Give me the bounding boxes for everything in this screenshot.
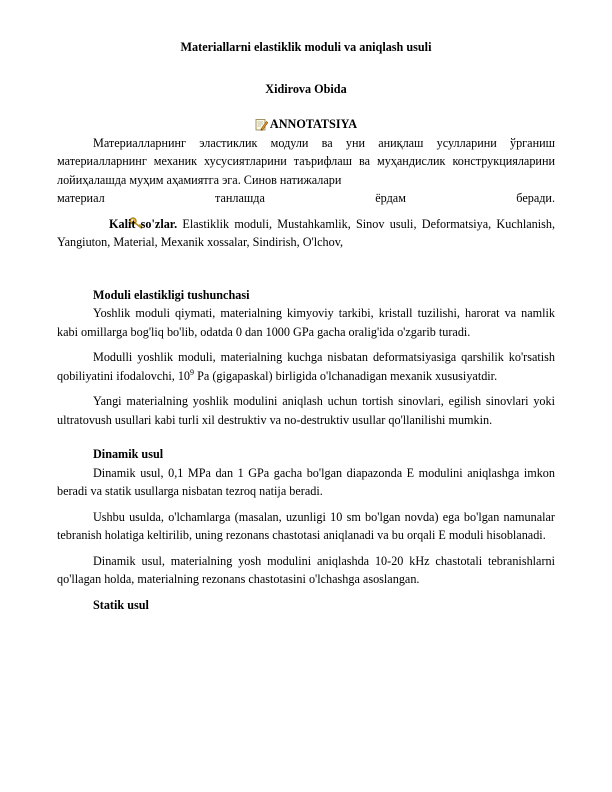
- key-icon: [93, 216, 107, 228]
- paper-title: Materiallarni elastiklik moduli va aniqlash usuli: [180, 40, 432, 54]
- keywords-list: Elastiklik moduli, Mustahkamlik, Sinov usuli, Deformatsiya, Kuchlanish, Yangiuton, Material, Mexanik xossalar, Sindirish, O'lchov,: [57, 216, 555, 249]
- keywords-label: Kalit so'zlar.: [109, 216, 178, 231]
- keywords-paragraph: [57, 215, 555, 252]
- annotation-text: Материалларнинг эластиклик модули ва уни аниқлаш усулларини ўрганиш материалларнинг механик хусусиятларини таърифлаш ва муҳандислик конструкцияларини лойиҳалашда муҳим аҳамиятга эга. Синов натижалари: [57, 135, 555, 187]
- section-heading-modulus-concept: Moduli elastikligi tushunchasi: [93, 287, 250, 302]
- annotation-heading-row: [57, 115, 555, 134]
- section-heading-static-method: Statik usul: [93, 597, 149, 612]
- paragraph-modulus-definition: Modulli yoshlik moduli, materialning kuchga nisbatan deformatsiyasiga qarshilik ko'rsatish qobiliyatini ifodalovchi, $10^9$ Pa (gigapaskal) birligida o'lchanadigan mexanik xususiyatdir.: [57, 350, 555, 383]
- annotation-text-last-line: материал танлашда ёрдам беради.: [57, 191, 555, 205]
- paragraph-dynamic-frequency: Dinamik usul, materialning yosh modulini aniqlashda 10-20 kHz chastotali tebranishlarni qo'llagan holda, materialning rezonans chastotasini o'lchashga asoslangan.: [57, 553, 555, 586]
- paragraph-dynamic-range: Dinamik usul, 0,1 MPa dan 1 GPa gacha bo'lgan diapazonda E modulini aniqlashga imkon beradi va statik usullarga nisbatan tezroq natija beradi.: [57, 465, 555, 498]
- paragraph-test-methods: Yangi materialning yoshlik modulini aniqlash uchun tortish sinovlari, egilish sinovlari yoki ultratovush usullari kabi turli xil destruktiv va no-destruktiv usullar qo'llanilishi mumkin.: [57, 394, 555, 427]
- paragraph-modulus-range: Yoshlik moduli qiymati, materialning kimyoviy tarkibi, kristall tuzilishi, harorat va namlik kabi omillarga bog'liq bo'lib, odatda 0 dan 1000 GPa gacha oralig'ida o'zgarib turadi.: [57, 306, 555, 339]
- author-name: Xidirova Obida: [265, 81, 347, 96]
- paragraph-dynamic-procedure: Ushbu usulda, o'lchamlarga (masalan, uzunligi 10 sm bo'lgan novda) ega bo'lgan namunalar tebranish holatiga keltirilib, uning rezonans chastotasi aniqlanadi va bu orqali E moduli hisoblanadi.: [57, 509, 555, 542]
- annotation-heading: ANNOTATSIYA: [269, 117, 358, 131]
- document-page: [57, 38, 555, 614]
- section-heading-dynamic-method: Dinamik usul: [93, 447, 164, 461]
- memo-pencil-icon: [255, 118, 268, 131]
